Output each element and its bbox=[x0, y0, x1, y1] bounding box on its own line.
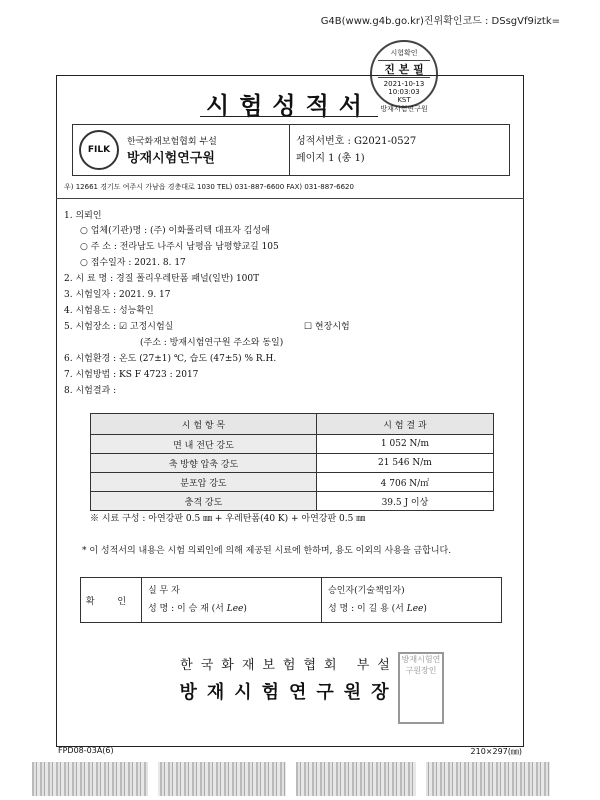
client-address: ○ 주 소 : 전라남도 나주시 남평읍 남평향교길 105 bbox=[80, 242, 279, 252]
verification-code: G4B(www.g4b.go.kr)진위확인코드 : DSsgVf9iztk= bbox=[320, 16, 560, 27]
test-place-alt: ☐ 현장시험 bbox=[304, 322, 350, 332]
org-name-small: 한국화재보험협회 부설 bbox=[127, 137, 217, 147]
title-underline bbox=[200, 116, 378, 117]
document-title: 시험성적서 bbox=[206, 91, 372, 120]
results-table bbox=[90, 413, 494, 511]
report-page: 페이지 1 (총 1) bbox=[296, 153, 365, 164]
test-date: 3. 시험일자 : 2021. 9. 17 bbox=[64, 290, 171, 300]
table-row: 면 내 전단 강도 1 052 N/m bbox=[91, 435, 494, 454]
worker-signature: Lee bbox=[226, 604, 244, 614]
president-org: 한국화재보험협회 부설 bbox=[180, 658, 398, 673]
test-purpose: 4. 시험용도 : 성능확인 bbox=[64, 306, 154, 316]
table-row: 축 방향 압축 강도 21 546 N/m bbox=[91, 454, 494, 473]
sample-name: 2. 시 료 명 : 경질 폴리우레탄폼 패널(일반) 100T bbox=[64, 274, 260, 284]
approver-title: 승인자(기술책임자) bbox=[328, 586, 405, 596]
table-row: 분포압 강도 4 706 N/㎡ bbox=[91, 473, 494, 492]
table-header-item: 시 험 항 목 bbox=[91, 414, 317, 435]
test-place: 5. 시험장소 : ☑ 고정시험실 bbox=[64, 322, 174, 332]
worker-cell: 실 무 자 성 명 : 이 승 재 (서 Lee) bbox=[142, 578, 322, 622]
confirmation-box bbox=[80, 577, 502, 623]
confirm-label: 확 인 bbox=[81, 578, 142, 622]
test-method: 7. 시험방법 : KS F 4723 : 2017 bbox=[64, 370, 199, 380]
client-heading: 1. 의뢰인 bbox=[64, 211, 102, 221]
official-seal: 방재시험연구원장인 bbox=[398, 652, 444, 724]
worker-title: 실 무 자 bbox=[148, 586, 180, 596]
disclaimer: * 이 성적서의 내용은 시험 의뢰인에 의해 제공된 시료에 한하며, 용도 이외의 사용을 금합니다. bbox=[82, 546, 452, 556]
org-block bbox=[73, 125, 290, 175]
authenticity-stamp: 시험확인 진 본 필 2021-10-13 10:03:03 KST 방재시험연구원 bbox=[370, 40, 438, 108]
paper-size: 210×297(㎜) bbox=[470, 747, 522, 756]
received-date: ○ 접수일자 : 2021. 8. 17 bbox=[80, 258, 186, 268]
form-number: FPD08-03A(6) bbox=[58, 746, 114, 755]
report-number: 성적서번호 : G2021-0527 bbox=[296, 136, 417, 147]
sample-composition-note: ※ 시료 구성 : 아연강판 0.5 ㎜ + 우레탄폼(40 K) + 아연강판 0.5 ㎜ bbox=[90, 514, 366, 524]
test-environment: 6. 시험환경 : 온도 (27±1) ℃, 습도 (47±5) % R.H. bbox=[64, 354, 277, 364]
filk-logo-icon: FILK bbox=[79, 130, 119, 170]
org-address: 우) 12661 경기도 여주시 가남읍 경충대로 1030 TEL) 031-887-6600 FAX) 031-887-6620 bbox=[64, 183, 354, 191]
president-title: 방재시험연구원장 bbox=[179, 682, 399, 703]
table-header-result: 시 험 결 과 bbox=[316, 414, 493, 435]
divider bbox=[56, 198, 524, 199]
approver-cell: 승인자(기술책임자) 성 명 : 이 길 용 (서 Lee) bbox=[322, 578, 501, 622]
approver-name: 성 명 : 이 길 용 (서 bbox=[328, 604, 404, 614]
client-company: ○ 업체(기관)명 : (주) 이화폴리텍 대표자 김성애 bbox=[80, 226, 270, 236]
approver-signature: Lee bbox=[406, 604, 424, 614]
test-result-heading: 8. 시험결과 : bbox=[64, 386, 117, 396]
test-place-address: (주소 : 방재시험연구원 주소와 동일) bbox=[140, 338, 284, 348]
worker-name: 성 명 : 이 승 재 (서 bbox=[148, 604, 224, 614]
report-info bbox=[290, 125, 422, 175]
org-name-large: 방재시험연구원 bbox=[127, 151, 215, 166]
header-box bbox=[72, 124, 510, 176]
table-row: 충격 강도 39.5 J 이상 bbox=[91, 492, 494, 511]
